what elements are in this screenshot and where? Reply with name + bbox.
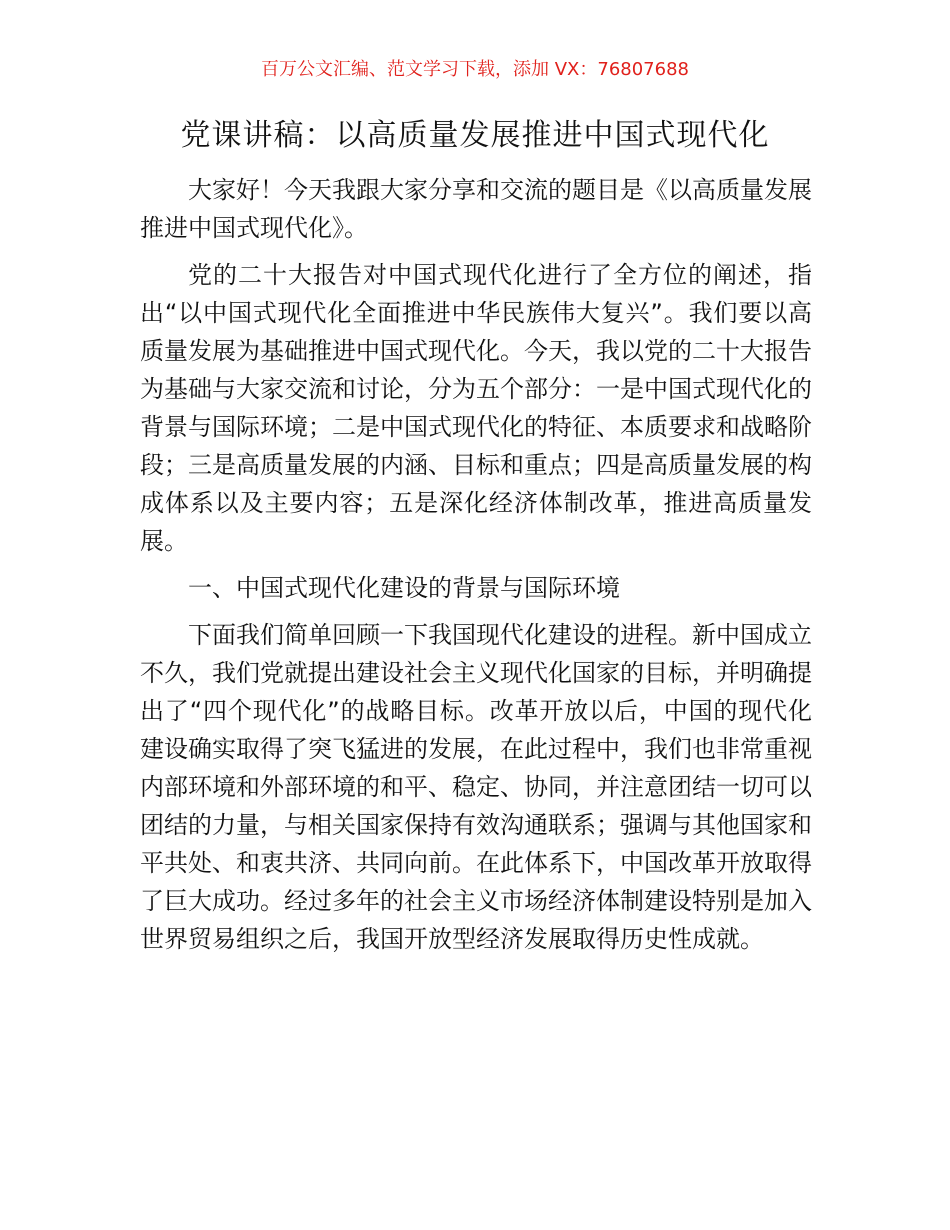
section-heading-1: 一、中国式现代化建设的背景与国际环境 (188, 574, 620, 602)
paragraph-history: 下面我们简单回顾一下我国现代化建设的进程。新中国成立不久，我们党就提出建设社会主义现代化国家的目标，并明确提出了“四个现代化”的战略目标。改革开放以后，中国的现代化建设确实取得了突飞猛进的发展，在此过程中，我们也非常重视内部环境和外部环境的和平、稳定、协同，并注意团结一切可以团结的力量，与相关国家保持有效沟通联系；强调与其他国家和平共处、和衷共济、共同向前。在此体系下，中国改革开放取得了巨大成功。经过多年的社会主义市场经济体制建设特别是加入世界贸易组织之后，我国开放型经济发展取得历史性成就。 (140, 621, 812, 953)
document-title: 党课讲稿：以高质量发展推进中国式现代化 (180, 118, 770, 153)
document-body (140, 171, 812, 967)
paragraph-greeting: 大家好！今天我跟大家分享和交流的题目是《以高质量发展推进中国式现代化》。 (140, 176, 812, 242)
paragraph-overview: 党的二十大报告对中国式现代化进行了全方位的阐述，指出“以中国式现代化全面推进中华民族伟大复兴”。我们要以高质量发展为基础推进中国式现代化。今天，我以党的二十大报告为基础与大家交流和讨论，分为五个部分：一是中国式现代化的背景与国际环境；二是中国式现代化的特征、本质要求和战略阶段；三是高质量发展的内涵、目标和重点；四是高质量发展的构成体系以及主要内容；五是深化经济体制改革，推进高质量发展。 (140, 261, 812, 555)
watermark-text: 百万公文汇编、范文学习下载，添加 VX：76807688 (261, 59, 689, 80)
